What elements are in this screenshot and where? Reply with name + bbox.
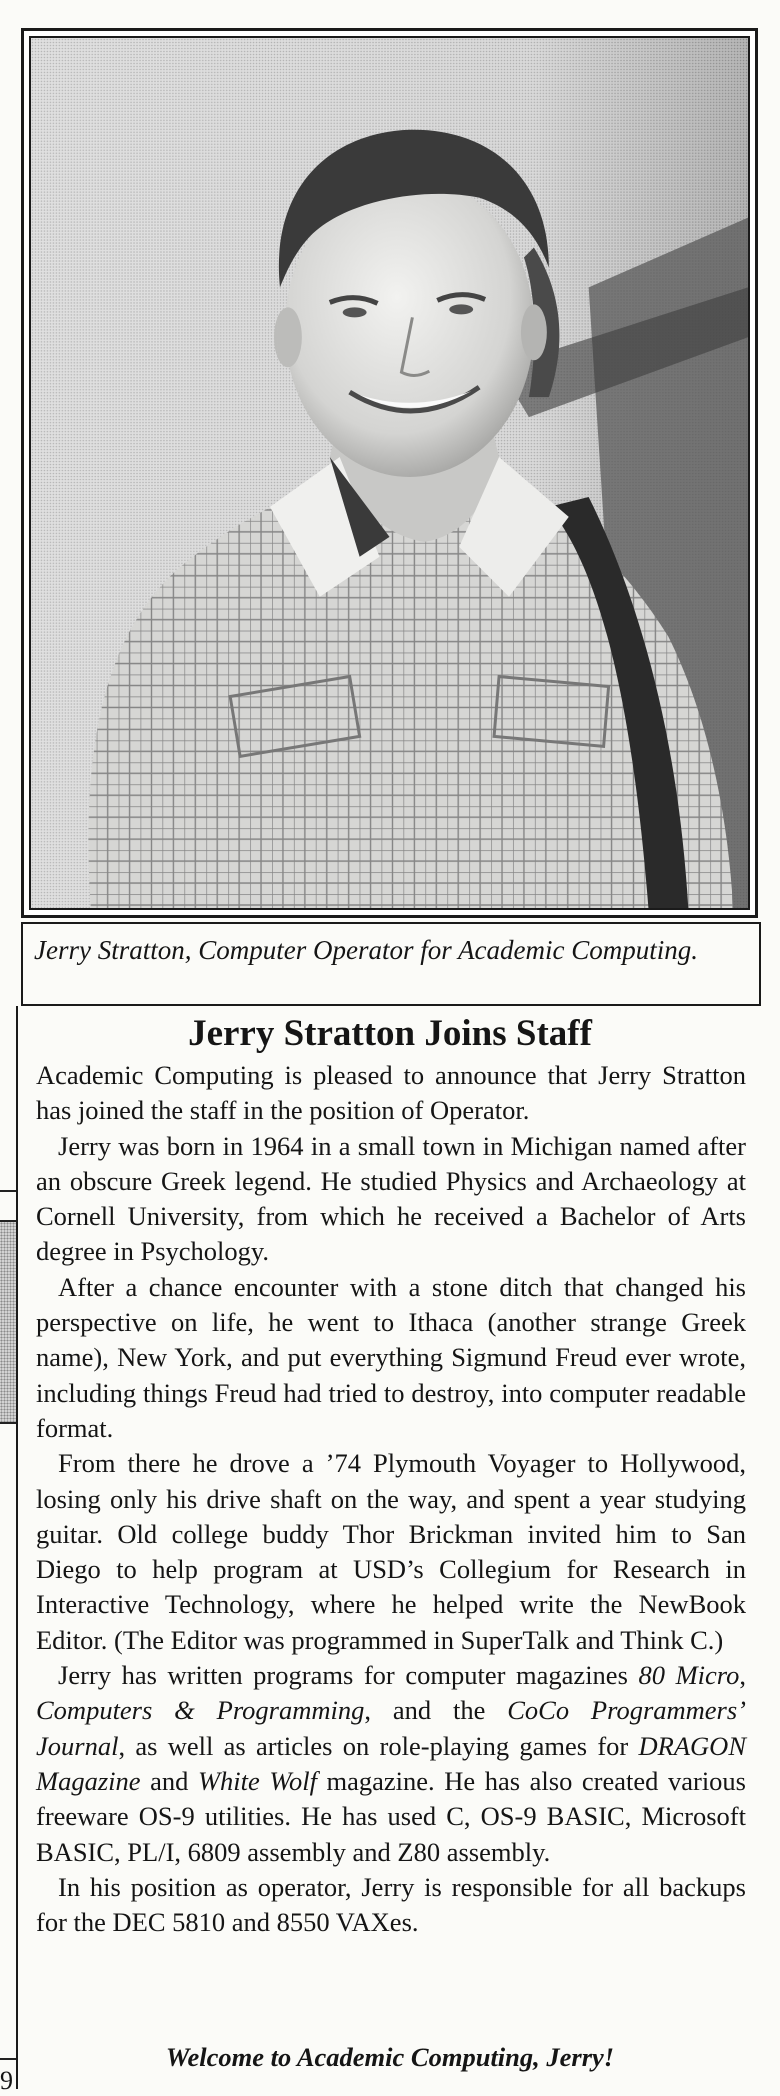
page-number: 9 — [0, 2066, 13, 2095]
edge-shaded-box — [0, 1220, 16, 1424]
article-body — [36, 1058, 746, 1940]
p5-title-computers-programming: Computers & Programming — [36, 1695, 365, 1726]
p5-title-80-micro: 80 Micro — [638, 1660, 740, 1691]
portrait-photo — [29, 36, 750, 910]
p5-title-dragon: DRAGON Magazine — [36, 1730, 746, 1796]
photo-caption: Jerry Stratton, Computer Operator for Academic Computing. — [21, 922, 761, 1006]
paragraph-6: In his position as operator, Jerry is responsible for all backups for the DEC 5810 and 8550 VAXes. — [36, 1871, 746, 1938]
portrait-illustration — [31, 38, 748, 908]
photo-frame — [21, 28, 758, 918]
p5-text-6: magazine. He has also created various freeware OS-9 utilities. He has used C, OS-9 BASIC, Microsoft BASIC, PL/I, 6809 assembly and Z80 assembly. — [36, 1765, 746, 1867]
closing-line: Welcome to Academic Computing, Jerry! — [165, 2042, 615, 2072]
p5-text-2: , — [739, 1660, 746, 1691]
p5-text-5: and — [140, 1765, 198, 1796]
p5-text-4: , as well as articles on role-playing games for — [118, 1730, 639, 1761]
paragraph-3: After a chance encounter with a stone ditch that changed his perspective on life, he went to Ithaca (another strange Greek name), New York, and put everything Sigmund Freud ever wrote, including things Freud had tried to destroy, into computer readable format. — [36, 1271, 746, 1443]
p5-title-white-wolf: White Wolf — [197, 1765, 317, 1796]
paragraph-5 — [36, 1658, 746, 1870]
p5-text-3: , and the — [364, 1695, 508, 1726]
paragraph-2: Jerry was born in 1964 in a small town in Michigan named after an obscure Greek legend. He studied Physics and Archaeology at Cornell University, from which he received a Bachelor of Arts degree in Psychology. — [36, 1130, 746, 1267]
p5-text-1: Jerry has written programs for computer magazines — [58, 1660, 639, 1691]
paragraph-4: From there he drove a ’74 Plymouth Voyager to Hollywood, losing only his drive shaft on the way, and spent a year studying guitar. Old college buddy Thor Brickman invited him to San Diego to help program at USD’s Collegium for Research in Interactive Technology, where he helped write the NewBook Editor. (The Editor was programmed in SuperTalk and Think C.) — [36, 1448, 746, 1655]
edge-rule-top — [0, 1190, 16, 1192]
article-headline: Jerry Stratton Joins Staff — [188, 1013, 592, 1054]
p5-title-coco-journal: CoCo Programmers’ Journal — [36, 1695, 746, 1761]
paragraph-1: Academic Computing is pleased to announce that Jerry Stratton has joined the staff in the position of Operator. — [36, 1060, 746, 1126]
